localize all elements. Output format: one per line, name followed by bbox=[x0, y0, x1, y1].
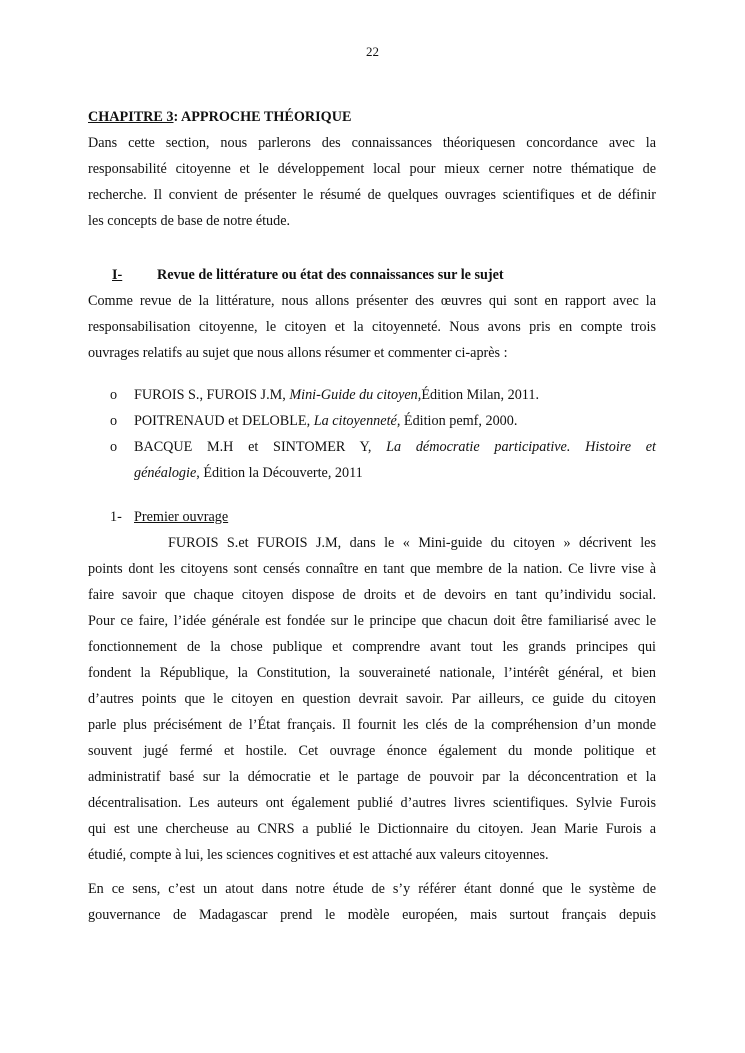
text-line: Pour ce faire, l’idée générale est fondée sur le principe que chacun doit être familiarisé avec le bbox=[88, 613, 656, 629]
subsection-heading bbox=[88, 504, 656, 530]
chapter-heading bbox=[88, 104, 656, 130]
text-line: responsabilité citoyenne et le développement local pour mieux cerner notre thématique de bbox=[88, 161, 656, 177]
reference-publisher: , Édition la Découverte, 2011 bbox=[196, 465, 363, 481]
bullet-icon: o bbox=[110, 387, 118, 403]
text-line: fondent la République, la Constitution, la souveraineté nationale, l’intérêt général, et bien bbox=[88, 665, 656, 681]
reference-item bbox=[88, 382, 656, 408]
subsection-paragraph bbox=[88, 530, 656, 868]
text-line: qui est une chercheuse au CNRS a publié le Dictionnaire du citoyen. Jean Marie Furois a bbox=[88, 821, 656, 837]
text-line: Comme revue de la littérature, nous allons présenter des œuvres qui sont en rapport avec la bbox=[88, 293, 656, 309]
section-intro-paragraph bbox=[88, 288, 656, 366]
final-paragraph bbox=[88, 876, 656, 928]
section-heading bbox=[88, 262, 656, 288]
text-line: décentralisation. Les auteurs ont également publié d’autres livres scientifiques. Sylvie Furois bbox=[88, 795, 656, 811]
reference-authors: FUROIS S., FUROIS J.M, bbox=[134, 387, 290, 403]
page-number: 22 bbox=[366, 44, 379, 59]
text-line: les concepts de base de notre étude. bbox=[88, 213, 291, 229]
section-title: Revue de littérature ou état des connaissances sur le sujet bbox=[157, 267, 504, 283]
text-line: d’autres points que le citoyen en question devrait savoir. Par ailleurs, ce guide du citoyen bbox=[88, 691, 656, 707]
reference-item bbox=[88, 408, 656, 434]
text-line: ouvrages relatifs au sujet que nous allons résumer et commenter ci-après : bbox=[88, 345, 508, 361]
reference-publisher: , Édition pemf, 2000. bbox=[396, 413, 518, 429]
reference-item bbox=[88, 434, 656, 486]
subsection-title: Premier ouvrage bbox=[134, 509, 229, 525]
chapter-intro-paragraph bbox=[88, 130, 656, 234]
reference-title: La citoyenneté bbox=[313, 413, 397, 429]
reference-title: La démocratie participative. Histoire et bbox=[386, 439, 657, 455]
text-line: Dans cette section, nous parlerons des connaissances théoriquesen concordance avec la bbox=[88, 135, 656, 151]
text-line: administratif basé sur la démocratie et le partage de pouvoir par la déconcentration et la bbox=[88, 769, 656, 785]
text-line: gouvernance de Madagascar prend le modèle européen, mais surtout français depuis bbox=[88, 907, 656, 923]
reference-publisher: Édition Milan, 2011. bbox=[421, 387, 540, 403]
section-number: I- bbox=[112, 267, 123, 283]
subsection-number: 1- bbox=[110, 509, 122, 525]
bullet-icon: o bbox=[110, 439, 118, 455]
text-line: FUROIS S.et FUROIS J.M, dans le « Mini-guide du citoyen » décrivent les bbox=[168, 535, 656, 551]
text-line: recherche. Il convient de présenter le résumé de quelques ouvrages scientifiques et de définir bbox=[88, 187, 656, 203]
bullet-icon: o bbox=[110, 413, 118, 429]
text-line: fonctionnement de la chose publique et comprendre avant tout les grands principes qui bbox=[88, 639, 656, 655]
text-line: faire savoir que chaque citoyen dispose de droits et de devoirs en tant qu’individu social. bbox=[88, 587, 656, 603]
reference-title-continued: généalogie bbox=[134, 465, 197, 481]
reference-title: Mini-Guide du citoyen, bbox=[289, 387, 422, 403]
text-line: étudié, compte à lui, les sciences cognitives et est attaché aux valeurs citoyennes. bbox=[88, 847, 549, 863]
text-line: points dont les citoyens sont censés connaître en tant que membre de la nation. Ce livre vise à bbox=[88, 561, 656, 577]
reference-authors: BACQUE M.H et SINTOMER Y, bbox=[134, 439, 387, 455]
page-content bbox=[88, 104, 656, 928]
chapter-label: CHAPITRE 3 bbox=[88, 109, 174, 125]
text-line: souvent jugé fermé et hostile. Cet ouvrage énonce également du monde politique et bbox=[88, 743, 656, 759]
chapter-title: : APPROCHE THÉORIQUE bbox=[173, 109, 352, 125]
reference-authors: POITRENAUD et DELOBLE, bbox=[134, 413, 314, 429]
text-line: parle plus précisément de l’État français. Il fournit les clés de la compréhension d’un monde bbox=[88, 717, 656, 733]
text-line: En ce sens, c’est un atout dans notre étude de s’y référer étant donné que le système de bbox=[88, 881, 656, 897]
reference-list bbox=[88, 382, 656, 486]
text-line: responsabilisation citoyenne, le citoyen et la citoyenneté. Nous avons pris en compte trois bbox=[88, 319, 656, 335]
